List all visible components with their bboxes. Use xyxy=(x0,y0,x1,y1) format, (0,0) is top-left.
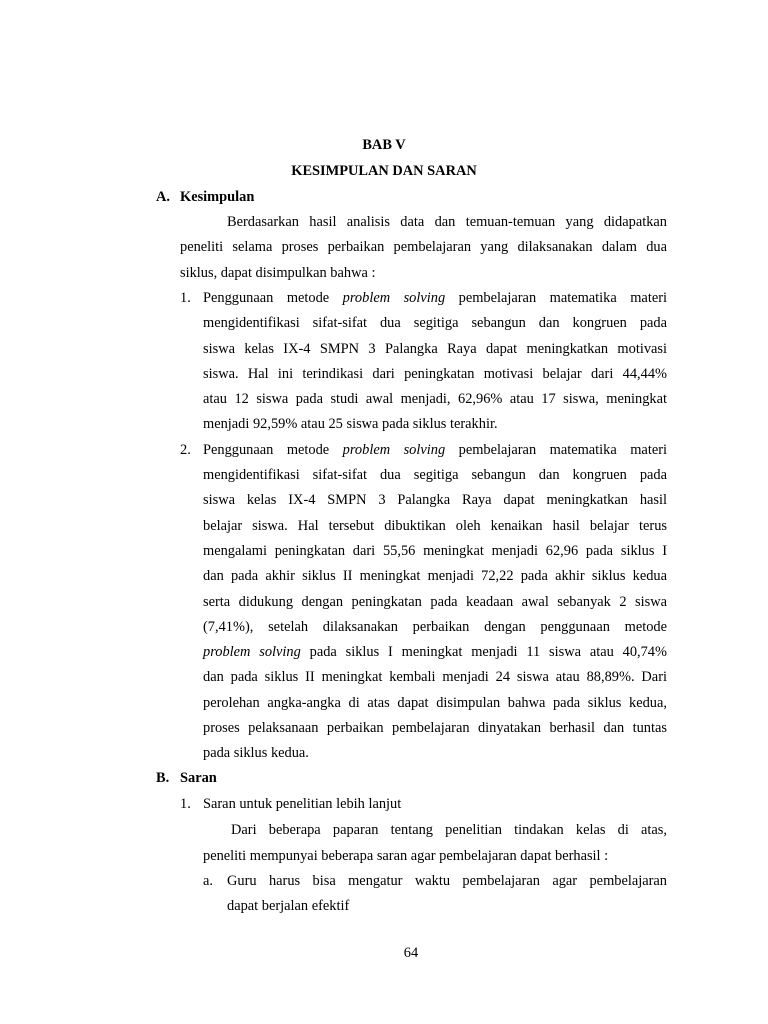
text-run: Guru harus bisa mengatur waktu pembelajaran agar pembelajaran xyxy=(227,873,667,889)
list-item-line xyxy=(203,619,667,636)
text-run: peneliti mempunyai beberapa saran agar pembelajaran dapat berhasil : xyxy=(203,848,609,864)
text-run: pembelajaran matematika materi xyxy=(445,441,667,458)
list-item-line xyxy=(203,543,667,560)
list-item-line xyxy=(203,416,498,433)
text-run: Saran untuk penelitian lebih lanjut xyxy=(203,796,402,812)
list-marker: 1. xyxy=(180,796,191,812)
section-b-heading: Saran xyxy=(180,770,217,786)
text-run: mengalami peningkatan dari 55,56 meningkat menjadi 62,96 pada siklus I xyxy=(203,542,667,559)
text-run: pada siklus kedua. xyxy=(203,745,309,762)
list-item-line xyxy=(203,669,667,686)
list-item-line xyxy=(203,720,667,737)
saran-para-line xyxy=(231,822,667,839)
list-item-line xyxy=(203,695,667,712)
list-item-line xyxy=(203,467,667,484)
saran-title xyxy=(203,796,401,813)
sub-item-line xyxy=(227,873,667,890)
text-run: siklus, dapat disimpulkan bahwa : xyxy=(180,264,376,281)
chapter-title: BAB V xyxy=(362,137,406,153)
text-run: dan pada akhir siklus II meningkat menjadi 72,22 pada akhir siklus kedua xyxy=(203,568,667,585)
section-b-marker: B. xyxy=(156,770,170,786)
list-item-line xyxy=(203,341,667,358)
list-item-line xyxy=(203,568,667,585)
section-a-heading: Kesimpulan xyxy=(180,189,255,205)
list-item-line xyxy=(203,391,667,408)
page-number: 64 xyxy=(403,945,419,961)
text-run: Berdasarkan hasil analisis data dan temuan-temuan yang didapatkan xyxy=(227,214,667,230)
list-item-line xyxy=(203,518,667,535)
text-run: atau 12 siswa pada studi awal menjadi, 62,96% atau 17 siswa, meningkat xyxy=(203,391,667,408)
chapter-subtitle: KESIMPULAN DAN SARAN xyxy=(291,163,477,179)
sub-item-line xyxy=(227,898,349,915)
text-run: serta didukung dengan peningkatan pada keadaan awal sebanyak 2 siswa xyxy=(203,593,667,610)
text-run: siswa kelas IX-4 SMPN 3 Palangka Raya dapat meningkatkan hasil xyxy=(203,492,667,509)
list-item-line xyxy=(203,315,667,332)
text-run: siswa. Hal ini terindikasi dari peningkatan motivasi belajar dari 44,44% xyxy=(203,365,667,382)
intro-line xyxy=(180,265,375,282)
text-run: menjadi 92,59% atau 25 siswa pada siklus terakhir. xyxy=(203,416,498,433)
text-run: mengidentifikasi sifat-sifat dua segitiga sebangun dan kongruen pada xyxy=(203,467,667,483)
text-run: Penggunaan metode xyxy=(203,441,343,458)
text-run: pembelajaran matematika materi xyxy=(445,289,667,306)
text-run: proses pelaksanaan perbaikan pembelajaran dinyatakan berhasil dan tuntas xyxy=(203,720,667,736)
list-item-line xyxy=(203,745,309,762)
list-item-line xyxy=(203,442,667,459)
text-run: dapat berjalan efektif xyxy=(227,898,350,914)
italic-term: problem solving xyxy=(342,441,446,458)
list-marker: 1. xyxy=(180,289,191,306)
saran-para-line xyxy=(203,848,608,865)
list-marker: 2. xyxy=(180,441,191,458)
text-run: pada siklus I meningkat menjadi 11 siswa atau 40,74% xyxy=(300,644,667,661)
section-a-marker: A. xyxy=(156,189,170,205)
list-item-line xyxy=(203,644,667,661)
text-run: (7,41%), setelah dilaksanakan perbaikan dengan penggunaan metode xyxy=(203,618,667,635)
list-item-line xyxy=(203,492,667,509)
text-run: Dari beberapa paparan tentang penelitian tindakan kelas di atas, xyxy=(231,822,667,838)
list-item-line xyxy=(203,366,667,383)
italic-term: problem solving xyxy=(342,289,446,306)
list-item-line xyxy=(203,594,667,611)
intro-line xyxy=(180,239,667,256)
text-run: dan pada siklus II meningkat kembali menjadi 24 siswa atau 88,89%. Dari xyxy=(203,669,667,686)
text-run: belajar siswa. Hal tersebut dibuktikan oleh kenaikan hasil belajar terus xyxy=(203,517,667,534)
text-run: mengidentifikasi sifat-sifat dua segitiga sebangun dan kongruen pada xyxy=(203,315,667,332)
list-item-line xyxy=(203,290,667,307)
text-run: perolehan angka-angka di atas dapat disimpulan bahwa pada siklus kedua, xyxy=(203,694,667,711)
italic-term: problem solving xyxy=(203,644,301,661)
intro-line xyxy=(227,214,667,231)
text-run: Penggunaan metode xyxy=(203,289,343,306)
text-run: peneliti selama proses perbaikan pembelajaran yang dilaksanakan dalam dua xyxy=(180,239,667,256)
sub-list-marker: a. xyxy=(203,873,213,889)
text-run: siswa kelas IX-4 SMPN 3 Palangka Raya dapat meningkatkan motivasi xyxy=(203,340,667,357)
